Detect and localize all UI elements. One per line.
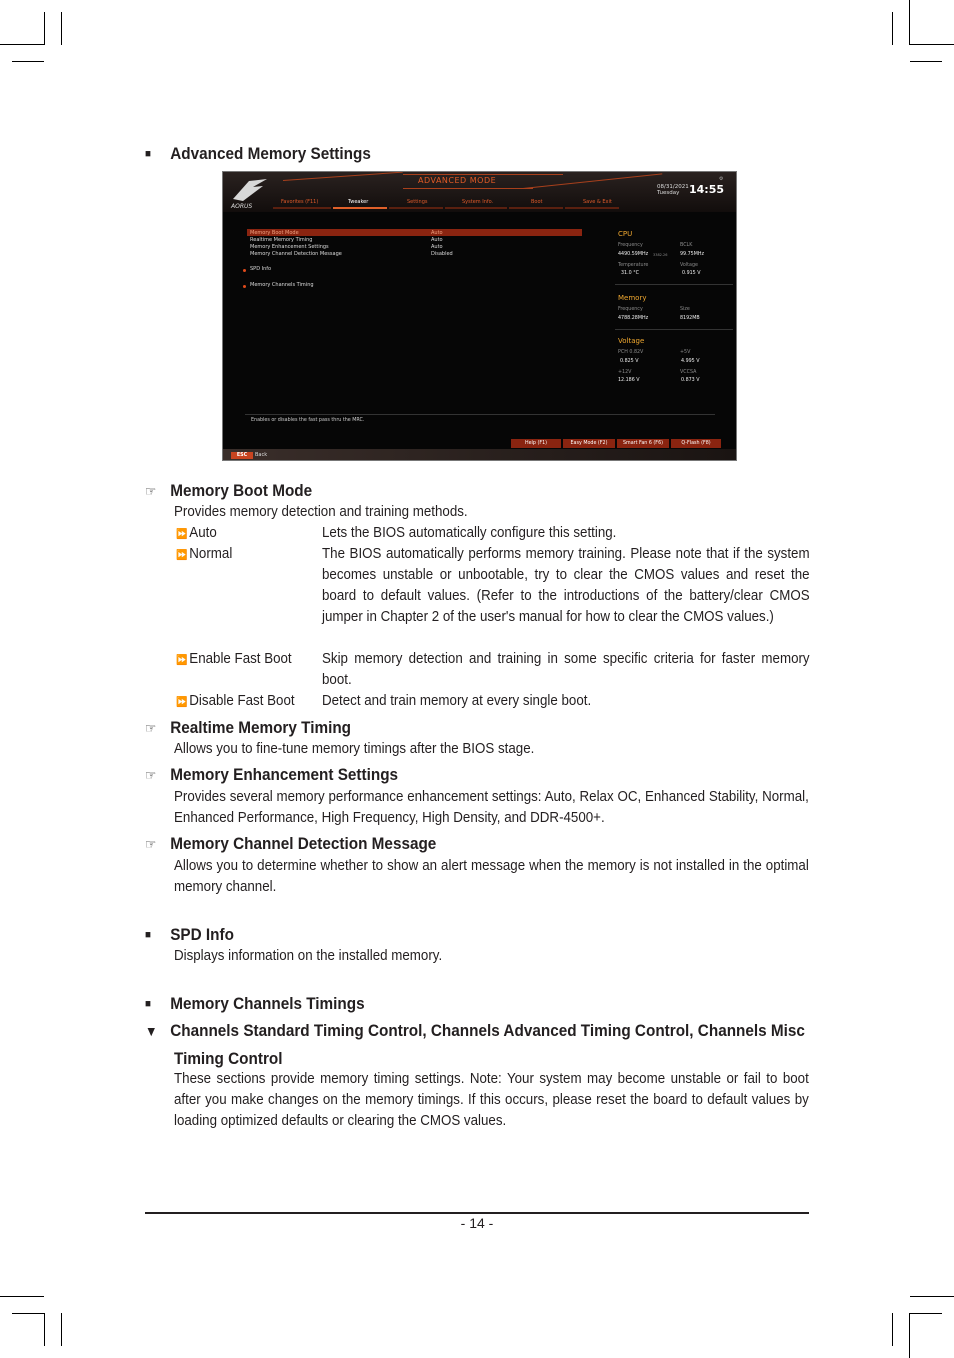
bios-help-text: Enables or disables the fast pass thru the MRC. — [251, 418, 365, 423]
option-auto-desc: Lets the BIOS automatically configure this setting. — [322, 525, 617, 541]
settings-gear-icon[interactable]: ⚙ — [719, 176, 724, 182]
bios-value[interactable]: Auto — [431, 244, 443, 250]
qflash-button[interactable]: Q-Flash (F8) — [671, 439, 721, 448]
option-enable-fast-boot: ⏩ Enable Fast Boot — [176, 651, 292, 667]
heading-memory-enhancement — [145, 765, 398, 785]
spd-desc: Displays information on the installed memory. — [174, 948, 443, 964]
mem-freq-value: 4788.28MHz — [618, 316, 649, 321]
option-disable-fast-boot: ⏩ Disable Fast Boot — [176, 693, 295, 709]
bclk-label: BCLK — [680, 243, 693, 248]
bios-tab-tweaker[interactable]: Tweaker — [348, 199, 369, 205]
option-auto: ⏩ Auto — [176, 525, 217, 541]
enhancement-desc: Provides several memory performance enhancement settings: Auto, Relax OC, Enhanced Stability, Normal, Enhanced Performance, High Frequency, High Density, and DDR-4500+. — [174, 789, 809, 826]
square-bullet-icon: ■ — [145, 929, 151, 941]
crop-mark — [0, 1296, 44, 1297]
square-bullet-icon: ■ — [145, 998, 151, 1010]
v12-label: +12V — [618, 370, 632, 375]
option-normal: ⏩ Normal — [176, 546, 233, 562]
heading-memory-boot-mode — [145, 481, 312, 501]
square-bullet-icon: ■ — [145, 148, 151, 160]
esc-button[interactable]: ESC — [231, 452, 253, 459]
crop-mark — [909, 0, 910, 45]
mem-size-value: 8192MB — [680, 316, 700, 321]
v12-value: 12.186 V — [618, 378, 640, 383]
bios-mode-title: ADVANCED MODE — [418, 176, 497, 185]
crop-mark — [892, 1313, 893, 1346]
v5-value: 4.995 V — [681, 359, 700, 364]
submenu-bullet-icon — [243, 285, 246, 288]
aorus-logo-icon — [229, 177, 271, 209]
help-button[interactable]: Help (F1) — [511, 439, 561, 448]
heading-text: Channels Standard Timing Control, Channels Advanced Timing Control, Channels Misc — [170, 1021, 805, 1040]
v5-label: +5V — [680, 350, 691, 355]
cpu-freq-value: 4490.59MHz — [618, 252, 649, 257]
pointing-hand-icon: ☞ — [145, 482, 157, 499]
channel-detect-desc: Allows you to determine whether to show an alert message when the memory is not installed in the optimal memory channel. — [174, 858, 809, 895]
crop-mark — [910, 1313, 942, 1314]
memory-boot-mode-desc: Provides memory detection and training methods. — [174, 504, 468, 520]
section-title: SPD Info — [170, 925, 234, 944]
crop-mark — [892, 12, 893, 45]
crop-mark — [61, 1313, 62, 1346]
mem-size-label: Size — [680, 307, 690, 312]
bios-value[interactable]: Auto — [431, 230, 443, 236]
footer-rule — [145, 1212, 809, 1214]
bios-screenshot — [222, 171, 737, 461]
cpu-freq-label: Frequency — [618, 243, 643, 248]
bclk-value: 99.75MHz — [680, 252, 704, 257]
submenu-bullet-icon — [243, 269, 246, 272]
bios-submenu-channels-timing[interactable]: Memory Channels Timing — [250, 282, 314, 288]
bios-tab-system-info[interactable]: System Info. — [462, 199, 494, 205]
bios-tab-save-exit[interactable]: Save & Exit — [583, 199, 612, 205]
heading-text: Memory Enhancement Settings — [170, 765, 399, 784]
bios-value[interactable]: Auto — [431, 237, 443, 243]
heading-text: Realtime Memory Timing — [170, 718, 352, 737]
vccsa-label: VCCSA — [680, 370, 697, 375]
bios-tab-boot[interactable]: Boot — [531, 199, 543, 205]
heading-timing-control — [145, 1021, 805, 1041]
fast-forward-icon: ⏩ — [176, 550, 186, 561]
easy-mode-button[interactable]: Easy Mode (F2) — [563, 439, 615, 448]
pointing-hand-icon: ☞ — [145, 766, 157, 783]
bios-date: 08/31/2021 Tuesday — [657, 184, 689, 196]
heading-channel-detection — [145, 834, 436, 854]
crop-mark — [44, 1313, 45, 1346]
smart-fan-button[interactable]: Smart Fan 6 (F6) — [617, 439, 669, 448]
voltage-panel-title: Voltage — [618, 337, 645, 345]
pch-label: PCH 0.82V — [618, 350, 644, 355]
option-normal-desc: The BIOS automatically performs memory training. Please note that if the system becomes unstable or unbootable, try to clear the CMOS values and reset the board to default values. (Refer to the introductions of the battery/clear CMOS jumper in Chapter 2 of the user's manual for how to clear the CMOS values.) — [322, 546, 810, 625]
bios-time: 14:55 — [689, 183, 725, 196]
section-heading-spd-info — [145, 925, 234, 945]
option-enable-fast-boot-desc: Skip memory detection and training in some specific criteria for faster memory boot. — [322, 651, 810, 688]
heading-timing-control-line2: Timing Control — [174, 1049, 283, 1068]
pch-value: 0.825 V — [620, 359, 639, 364]
crop-mark — [0, 44, 44, 45]
crop-mark — [12, 1313, 44, 1314]
crop-mark — [12, 61, 44, 62]
bios-item-realtime-timing[interactable]: Realtime Memory Timing — [250, 237, 313, 243]
bios-value[interactable]: Disabled — [431, 251, 453, 257]
crop-mark — [61, 12, 62, 45]
bios-item-enhancement[interactable]: Memory Enhancement Settings — [250, 244, 329, 250]
crop-mark — [910, 44, 954, 45]
cpu-freq-sub: 3382.26 — [653, 253, 668, 257]
section-heading-advanced-memory — [145, 144, 371, 164]
cpu-temp-value: 31.0 °C — [621, 271, 639, 276]
bios-footer — [223, 449, 736, 461]
section-title: Memory Channels Timings — [170, 994, 365, 1013]
pointing-hand-icon: ☞ — [145, 719, 157, 736]
mem-freq-label: Frequency — [618, 307, 643, 312]
heading-text: Memory Boot Mode — [170, 481, 313, 500]
pointing-hand-icon: ☞ — [145, 835, 157, 852]
cpu-volt-label: Voltage — [680, 263, 698, 268]
cpu-temp-label: Temperature — [618, 263, 649, 268]
timing-control-desc: These sections provide memory timing settings. Note: Your system may become unstable or fail to boot after you make changes on the memory timings. If this occurs, please reset the board to default values by loading optimized defaults or clearing the CMOS values. — [174, 1071, 809, 1129]
vccsa-value: 0.873 V — [681, 378, 700, 383]
crop-mark — [909, 1313, 910, 1358]
option-disable-fast-boot-desc: Detect and train memory at every single boot. — [322, 693, 592, 709]
triangle-bullet-icon: ▼ — [145, 1023, 158, 1039]
svg-text:AORUS: AORUS — [231, 203, 253, 209]
bios-item-memory-boot-mode[interactable]: Memory Boot Mode — [250, 230, 299, 236]
bios-item-channel-detection[interactable]: Memory Channel Detection Message — [250, 251, 342, 257]
crop-mark — [910, 61, 942, 62]
page-number: - 14 - — [460, 1215, 494, 1231]
fast-forward-icon: ⏩ — [176, 655, 186, 666]
cpu-panel-title: CPU — [618, 230, 633, 238]
crop-mark — [910, 1296, 954, 1297]
heading-realtime-memory-timing — [145, 718, 351, 738]
section-heading-channels-timings — [145, 994, 365, 1014]
heading-text: Memory Channel Detection Message — [170, 834, 437, 853]
section-title: Advanced Memory Settings — [170, 144, 371, 163]
memory-panel-title: Memory — [618, 294, 647, 302]
back-label[interactable]: Back — [255, 452, 268, 458]
bios-submenu-spd-info[interactable]: SPD Info — [250, 266, 272, 272]
cpu-volt-value: 0.915 V — [682, 271, 701, 276]
fast-forward-icon: ⏩ — [176, 529, 186, 540]
bios-tab-favorites[interactable]: Favorites (F11) — [281, 199, 319, 205]
realtime-desc: Allows you to fine-tune memory timings after the BIOS stage. — [174, 741, 535, 757]
crop-mark — [44, 12, 45, 45]
fast-forward-icon: ⏩ — [176, 697, 186, 708]
bios-tab-settings[interactable]: Settings — [407, 199, 428, 205]
